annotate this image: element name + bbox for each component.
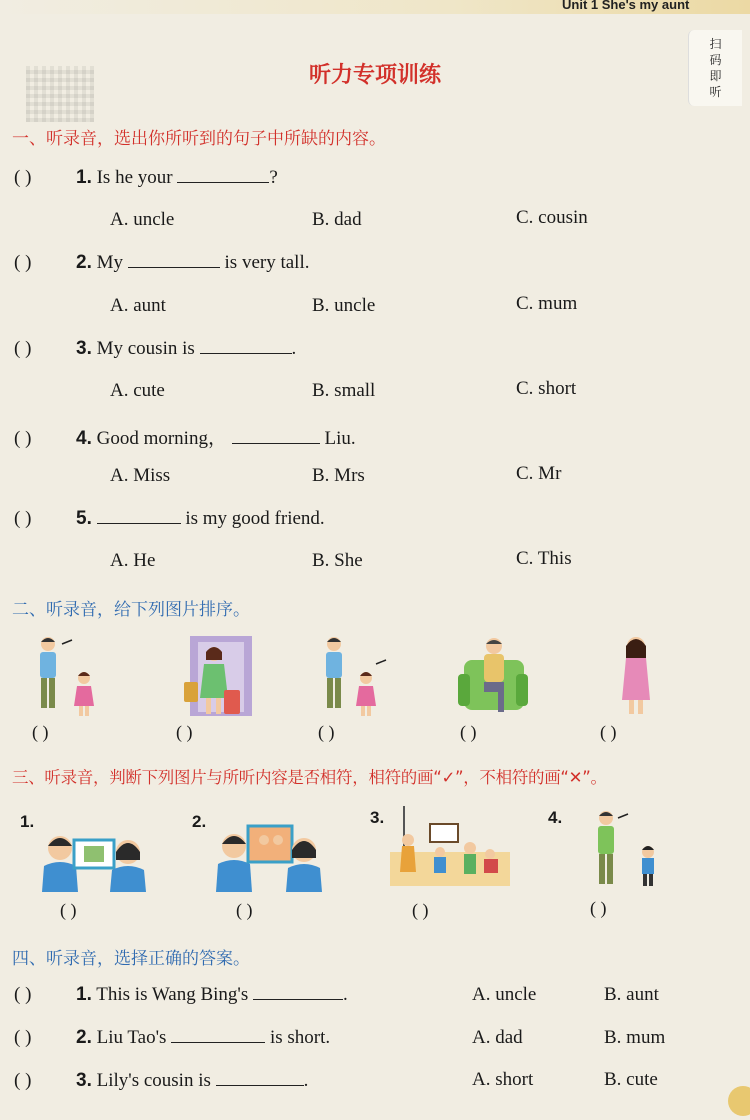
s1-q4-option-a[interactable]: A. Miss [110,465,171,486]
question-text-pre: Liu Tao's [91,1027,172,1048]
man-and-boy-picture [590,808,660,888]
question-text-pre: My [91,252,128,273]
question-number: 2. [76,1027,92,1048]
s1-q2-option-a[interactable]: A. aunt [110,295,166,316]
question-text-pre: This is Wang Bing's [91,984,253,1005]
page-corner-decoration [728,1086,750,1116]
answer-blank[interactable] [253,984,343,1000]
s4-q3-option-b[interactable]: B. cute [604,1069,658,1090]
page-title: 听力专项训练 [308,63,441,88]
question-text-post: . [291,338,297,359]
question-text-post: is my good friend. [180,508,325,529]
question-text-pre: Lily's cousin is [91,1070,216,1091]
s1-q2-option-b[interactable]: B. uncle [312,295,376,316]
s1-q3-option-c[interactable]: C. short [516,378,577,399]
question-text-post: . [343,984,348,1005]
s1-question-2 [14,252,309,274]
girl-in-pink-picture [608,634,668,720]
s4-q2-option-a[interactable]: A. dad [472,1027,523,1048]
s1-q5-option-a[interactable]: A. He [110,550,156,571]
s4-q2-option-b[interactable]: B. mum [604,1027,666,1048]
section1-heading: 一、听录音，选出你所听到的句子中所缺的内容。 [12,129,386,149]
question-number: 5. [76,508,92,529]
answer-blank[interactable] [171,1027,265,1043]
man-and-girl-picture [28,634,108,720]
man-and-girl-picture-2 [318,634,398,720]
answer-blank[interactable] [200,338,292,354]
s2-paren-3[interactable]: ( ) [318,722,335,742]
s3-number-1: 1. [20,812,35,831]
s3-paren-4[interactable]: ( ) [590,898,607,918]
s3-number-2: 2. [192,812,207,831]
s1-q5-option-b[interactable]: B. She [312,550,363,571]
answer-blank[interactable] [97,508,181,524]
section4-heading: 四、听录音，选择正确的答案。 [12,949,250,969]
s2-paren-4[interactable]: ( ) [460,722,477,742]
s1-q5-option-c[interactable]: C. This [516,548,572,569]
s2-paren-2[interactable]: ( ) [176,722,193,742]
answer-paren[interactable]: ( ) [14,428,32,449]
s1-q1-option-a[interactable]: A. uncle [110,209,175,230]
s1-q1-option-b[interactable]: B. dad [312,209,362,230]
question-text-post: Liu. [319,428,356,449]
answer-paren[interactable]: ( ) [14,984,32,1005]
answer-blank[interactable] [128,252,220,268]
question-text-post: ? [269,167,278,188]
answer-paren[interactable]: ( ) [14,252,32,273]
s4-q1-option-b[interactable]: B. aunt [604,984,659,1005]
s1-question-5 [14,508,325,530]
s1-q2-option-c[interactable]: C. mum [516,293,578,314]
question-number: 1. [76,984,92,1005]
answer-paren[interactable]: ( ) [14,167,32,188]
question-text-post: is short. [265,1027,331,1048]
unit-header: Unit 1 She's my aunt [562,0,690,12]
question-text-pre: My cousin is [91,338,200,359]
answer-paren[interactable]: ( ) [14,338,32,359]
section3-heading: 三、听录音，判断下列图片与所听内容是否相符，相符的画“✓”，不相符的画“✕”。 [12,768,607,787]
question-number: 2. [76,252,92,273]
answer-blank[interactable] [216,1070,304,1086]
old-man-armchair-picture [458,634,538,720]
scan-to-listen-label: 扫码即听 [709,37,722,99]
kids-with-family-photo-picture [214,822,324,892]
question-number: 4. [76,428,92,449]
section2-heading: 二、听录音，给下列图片排序。 [12,600,250,620]
s1-q1-option-c[interactable]: C. cousin [516,207,588,228]
s3-paren-3[interactable]: ( ) [412,900,429,920]
question-text-post: . [303,1070,309,1091]
answer-blank[interactable] [177,167,269,183]
s4-q3-option-a[interactable]: A. short [472,1069,534,1090]
answer-paren[interactable]: ( ) [14,1027,32,1048]
s1-q4-option-c[interactable]: C. Mr [516,463,562,484]
s2-paren-1[interactable]: ( ) [32,722,49,742]
question-number: 3. [76,1070,92,1091]
s4-q1-option-a[interactable]: A. uncle [472,984,537,1005]
s1-q3-option-a[interactable]: A. cute [110,380,165,401]
question-text-post: is very tall. [219,252,310,273]
family-in-room-picture [390,806,510,886]
question-text-pre: Good morning， [91,428,232,449]
s3-number-3: 3. [370,808,385,827]
s4-question-1 [14,984,348,1006]
answer-paren[interactable]: ( ) [14,1070,32,1091]
s1-question-1 [14,167,278,189]
kids-with-photo-picture [40,826,150,892]
s4-question-3 [14,1070,308,1092]
answer-paren[interactable]: ( ) [14,508,32,529]
answer-blank[interactable] [232,428,320,444]
s3-number-4: 4. [548,808,563,827]
question-number: 3. [76,338,92,359]
s1-q3-option-b[interactable]: B. small [312,380,376,401]
question-text-pre: Is he your [91,167,178,188]
s3-paren-1[interactable]: ( ) [60,900,77,920]
woman-with-suitcase-picture [176,636,256,720]
s1-question-3 [14,338,296,360]
s1-question-4 [14,423,356,450]
s4-question-2 [14,1027,330,1049]
s3-paren-2[interactable]: ( ) [236,900,253,920]
s1-q4-option-b[interactable]: B. Mrs [312,465,365,486]
s2-paren-5[interactable]: ( ) [600,722,617,742]
question-number: 1. [76,167,92,188]
